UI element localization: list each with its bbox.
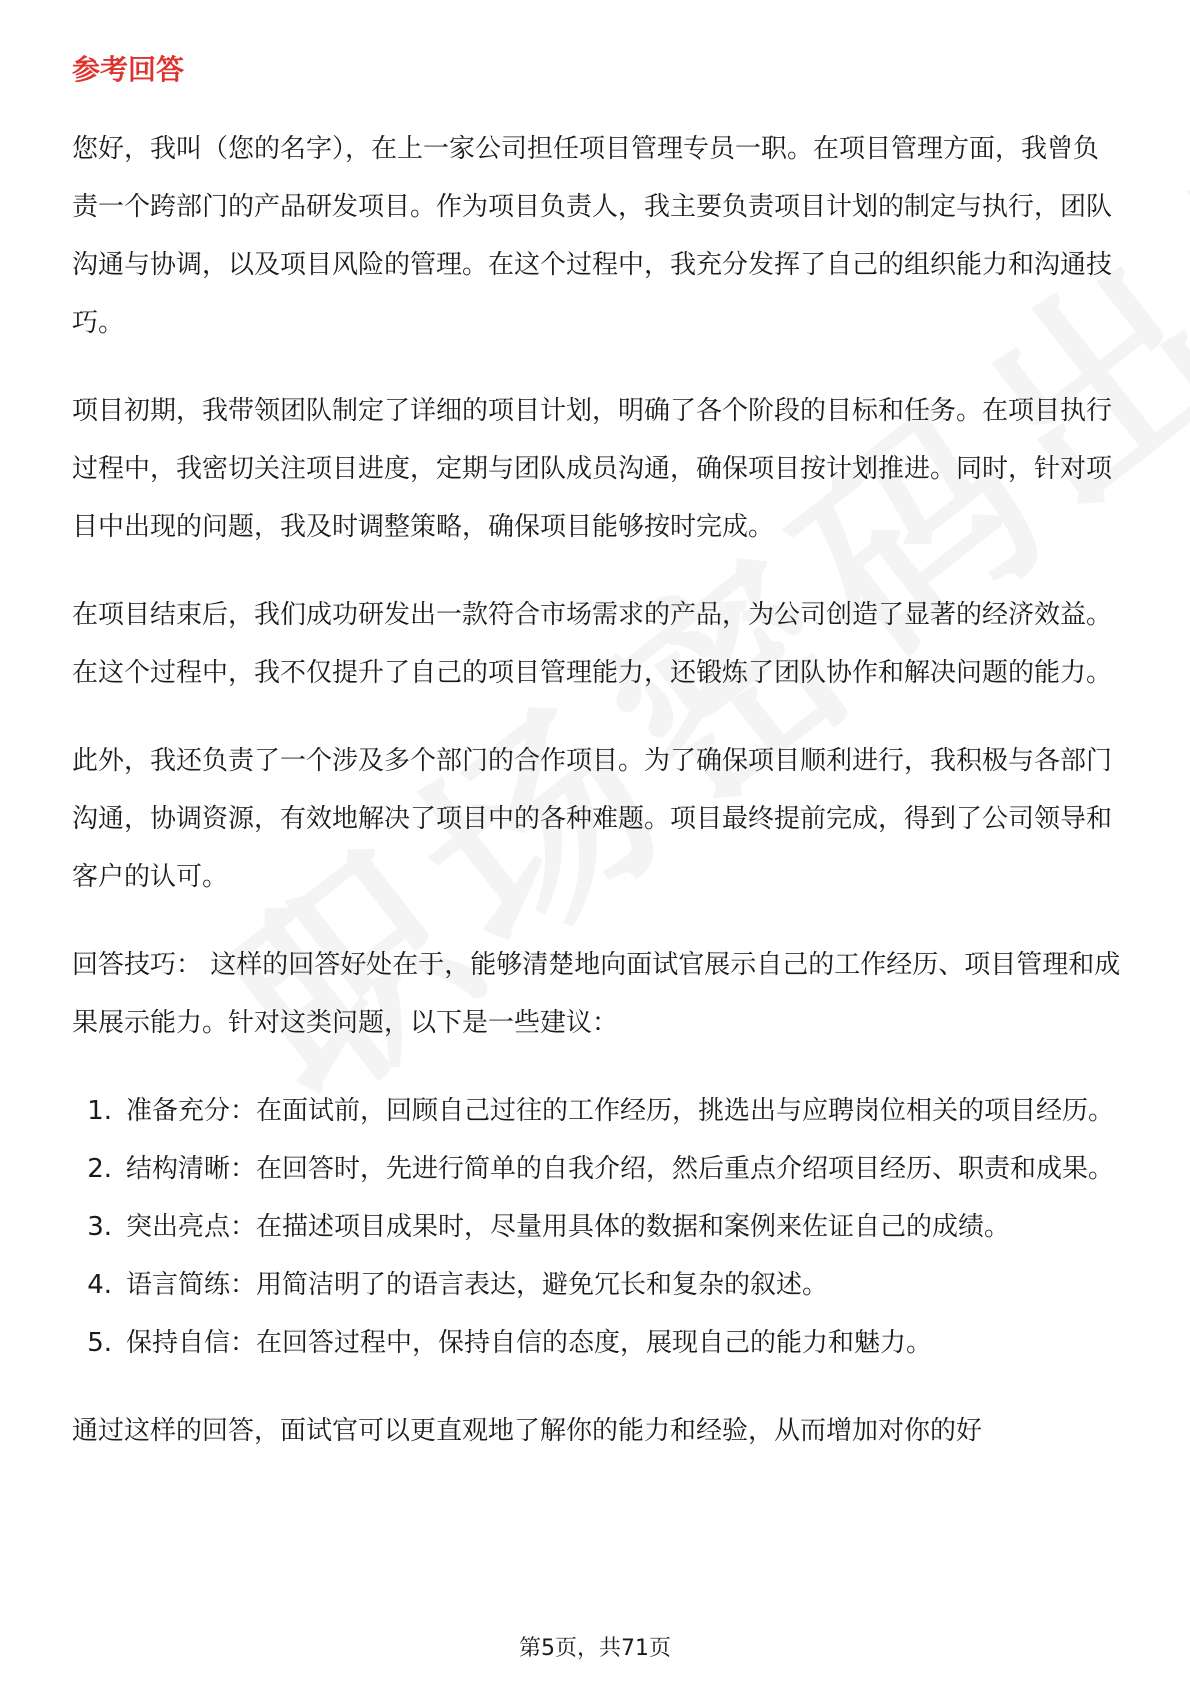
section-heading: 参考回答: [72, 53, 185, 86]
page-number: 第5页，共71页: [519, 1636, 671, 1661]
list-item: [72, 1140, 1124, 1198]
answer-tips-paragraph: 回答技巧： 这样的回答好处在于，能够清楚地向面试官展示自己的工作经历、项目管理和成果展示能力。针对这类问题，以下是一些建议：: [72, 950, 1121, 1038]
list-text: 准备充分：在面试前，回顾自己过往的工作经历，挑选出与应聘岗位相关的项目经历。: [126, 1096, 1115, 1126]
list-text: 突出亮点：在描述项目成果时，尽量用具体的数据和案例来佐证自己的成绩。: [126, 1212, 1011, 1242]
project-result-paragraph: 在项目结束后，我们成功研发出一款符合市场需求的产品，为公司创造了显著的经济效益。在这个过程中，我不仅提升了自己的项目管理能力，还锻炼了团队协作和解决问题的能力。: [72, 600, 1113, 688]
list-number: 5.: [87, 1328, 112, 1358]
list-number: 3.: [87, 1212, 112, 1242]
list-text: 结构清晰：在回答时，先进行简单的自我介绍，然后重点介绍项目经历、职责和成果。: [126, 1154, 1115, 1184]
intro-paragraph: 您好，我叫（您的名字），在上一家公司担任项目管理专员一职。在项目管理方面，我曾负责一个跨部门的产品研发项目。作为项目负责人，我主要负责项目计划的制定与执行，团队沟通与协调，以及项目风险的管理。在这个过程中，我充分发挥了自己的组织能力和沟通技巧。: [72, 134, 1113, 338]
list-item: [72, 1314, 1124, 1372]
list-number: 1.: [87, 1096, 112, 1126]
list-item: [72, 1082, 1124, 1140]
list-item: [72, 1256, 1124, 1314]
tips-list: [72, 1082, 1124, 1372]
document-body: [72, 50, 1124, 1490]
cooperation-project-paragraph: 此外，我还负责了一个涉及多个部门的合作项目。为了确保项目顺利进行，我积极与各部门沟通，协调资源，有效地解决了项目中的各种难题。项目最终提前完成，得到了公司领导和客户的认可。: [72, 746, 1113, 892]
list-text: 保持自信：在回答过程中，保持自信的态度，展现自己的能力和魅力。: [126, 1328, 933, 1358]
project-execution-paragraph: 项目初期，我带领团队制定了详细的项目计划，明确了各个阶段的目标和任务。在项目执行过程中，我密切关注项目进度，定期与团队成员沟通，确保项目按计划推进。同时，针对项目中出现的问题，我及时调整策略，确保项目能够按时完成。: [72, 396, 1113, 542]
list-text: 语言简练：用简洁明了的语言表达，避免冗长和复杂的叙述。: [126, 1270, 829, 1300]
closing-paragraph: 通过这样的回答，面试官可以更直观地了解你的能力和经验，从而增加对你的好: [72, 1416, 983, 1446]
list-number: 4.: [87, 1270, 112, 1300]
list-item: [72, 1198, 1124, 1256]
list-number: 2.: [87, 1154, 112, 1184]
